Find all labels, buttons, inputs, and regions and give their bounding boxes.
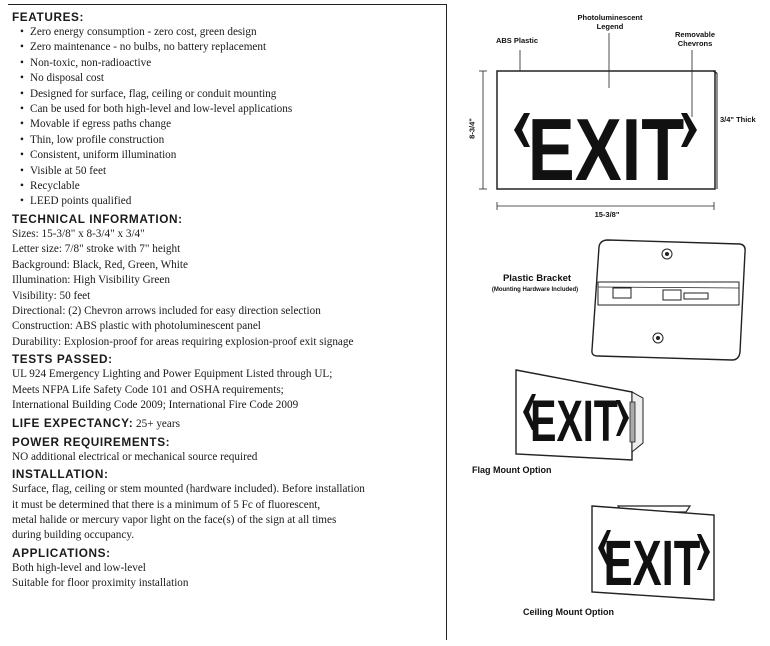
- list-item: • Movable if egress paths change: [12, 117, 437, 132]
- photo-legend-line: Photoluminescent: [577, 13, 643, 22]
- chevrons-label: [660, 30, 730, 48]
- installation-heading: INSTALLATION:: [12, 467, 109, 482]
- photoluminescent-label: [560, 13, 660, 31]
- flag-mount-label: Flag Mount Option: [472, 465, 552, 475]
- tech-line: Letter size: 7/8" stroke with 7" height: [12, 243, 181, 256]
- list-item: • LEED points qualified: [12, 194, 437, 209]
- list-item: • Visible at 50 feet: [12, 164, 437, 179]
- flag-exit-letters: EXIT: [530, 388, 618, 454]
- list-item: • Consistent, uniform illumination: [12, 148, 437, 163]
- tests-line: UL 924 Emergency Lighting and Power Equipment Listed through UL;: [12, 368, 333, 381]
- install-line: Surface, flag, ceiling or stem mounted (hardware included). Before installation: [12, 483, 365, 496]
- list-item: • Zero energy consumption - zero cost, green design: [12, 25, 437, 40]
- features-heading: FEATURES:: [12, 10, 85, 24]
- app-line: Both high-level and low-level: [12, 561, 146, 574]
- install-line: it must be determined that there is a minimum of 5 Fc of fluorescent,: [12, 498, 321, 511]
- tech-line: Background: Black, Red, Green, White: [12, 258, 188, 271]
- tech-line: Sizes: 15-3/8" x 8-3/4" x 3/4": [12, 227, 145, 240]
- bracket-subtitle: (Mounting Hardware Included): [491, 287, 579, 293]
- list-item: • Thin, low profile construction: [12, 133, 437, 148]
- main-sign-diagram: [479, 33, 717, 210]
- install-line: during building occupancy.: [12, 529, 134, 542]
- life-heading: LIFE EXPECTANCY:: [12, 416, 134, 431]
- list-item: • Recyclable: [12, 179, 437, 194]
- tech-line: Directional: (2) Chevron arrows included for easy direction selection: [12, 304, 321, 317]
- chevrons-line: Removable: [674, 30, 716, 39]
- life-value: 25+ years: [136, 418, 180, 431]
- tests-line: Meets NFPA Life Safety Code 101 and OSHA requirements;: [12, 383, 284, 396]
- list-item: • Can be used for both high-level and low-level applications: [12, 102, 437, 117]
- plastic-bracket-diagram: [592, 240, 745, 360]
- exit-letters: EXIT: [527, 100, 685, 199]
- tech-line: Visibility: 50 feet: [12, 289, 91, 302]
- list-item: • Zero maintenance - no bulbs, no battery replacement: [12, 40, 437, 55]
- tests-line: International Building Code 2009; International Fire Code 2009: [12, 398, 299, 411]
- power-heading: POWER REQUIREMENTS:: [12, 434, 171, 449]
- power-line: NO additional electrical or mechanical source required: [12, 450, 258, 463]
- ceiling-mount-label: Ceiling Mount Option: [523, 607, 614, 617]
- ceiling-mount-diagram: [592, 506, 714, 600]
- technical-heading: TECHNICAL INFORMATION:: [12, 211, 183, 226]
- list-item: • Designed for surface, flag, ceiling or conduit mounting: [12, 87, 437, 102]
- bracket-title: Plastic Bracket: [502, 273, 572, 284]
- height-label: 8-3/4": [467, 118, 477, 139]
- width-label: 15-3/8": [594, 210, 620, 219]
- ceiling-exit-letters: EXIT: [603, 526, 701, 600]
- install-line: metal halide or mercury vapor light on the face(s) of the sign at all times: [12, 513, 337, 526]
- chevrons-line: Chevrons: [677, 39, 713, 48]
- abs-plastic-label: ABS Plastic: [495, 36, 539, 45]
- tests-heading: TESTS PASSED:: [12, 352, 113, 367]
- list-item: • No disposal cost: [12, 71, 437, 86]
- flag-mount-diagram: [516, 370, 643, 460]
- tech-line: Durability: Explosion-proof for areas requiring explosion-proof exit signage: [12, 335, 354, 348]
- photo-legend-line: Legend: [596, 22, 624, 31]
- app-line: Suitable for floor proximity installation: [12, 577, 189, 590]
- list-item: • Non-toxic, non-radioactive: [12, 56, 437, 71]
- applications-heading: APPLICATIONS:: [12, 545, 111, 560]
- tech-line: Illumination: High Visibility Green: [12, 274, 170, 287]
- tech-line: Construction: ABS plastic with photoluminescent panel: [12, 320, 261, 333]
- thickness-label: 3/4" Thick: [720, 115, 756, 124]
